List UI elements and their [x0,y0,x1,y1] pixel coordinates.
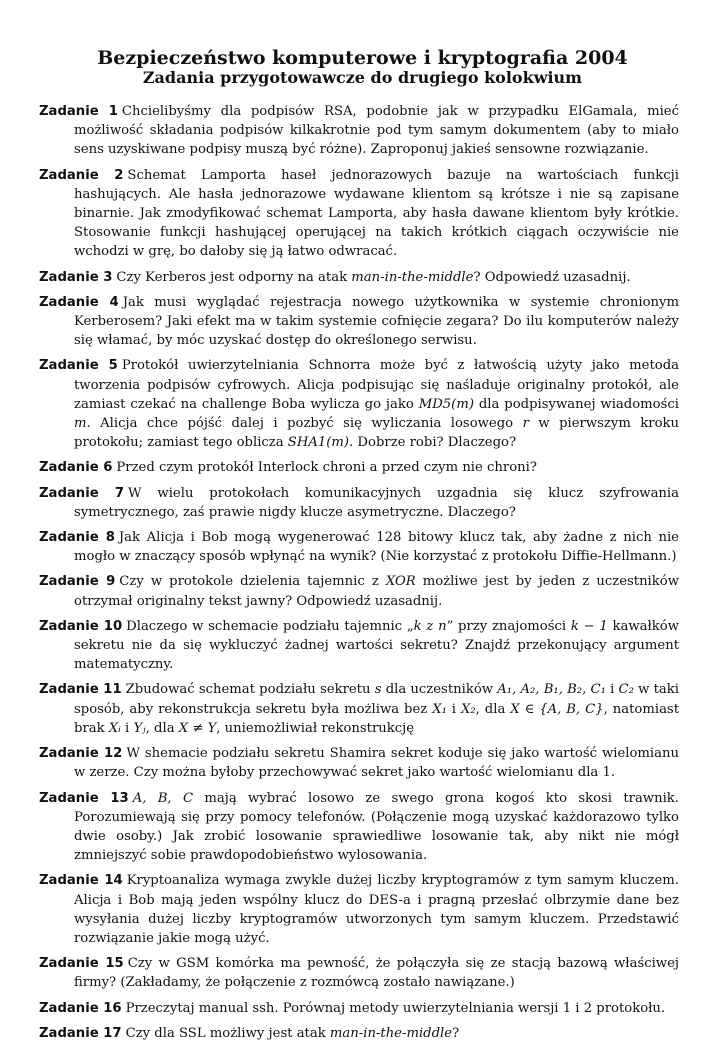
task-label: Zadanie 1 [39,104,118,119]
math-expression: Xᵢ [108,720,121,736]
task-text: Schemat Lamporta haseł jednorazowych bazuje na wartościach funkcji hashujących. Ale hasła jednorazowe wydawane klientom są krótsze i nie są zapisane binarnie. Jak zmodyfikować schemat Lamporta, aby hasła dawane klientom były krótkie. Stosowanie funkcji hashującej operującej na takich krótkich ciągach oczywiście nie wchodzi w grę, bo dałoby się ją łatwo odwracać. [74,167,679,260]
task-6 [39,458,679,477]
task-text: W shemacie podziału sekretu Shamira sekret koduje się jako wartość wielomianu w zerze. Czy można byłoby przechowywać sekret jako wartość wielomianu dla 1. [74,746,679,781]
math-expression: k z n [413,618,447,634]
math-expression: r [522,416,529,432]
math-expression: s [374,682,382,698]
task-text: mają wybrać losowo ze swego grona kogoś kto skosi trawnik. Porozumiewają się przy pomocy telefonów. (Połączenie mogą uzyskać każdorazowo tylko dwie osoby.) Jak zrobić losowanie sprawiedliwe losowanie tak, aby nikt nie mógł zmniejszyć sobie prawdopodobieństwo wylosowania. [74,790,679,864]
task-9 [39,572,679,610]
task-label: Zadanie 7 [39,485,125,501]
task-label: Zadanie 6 [39,460,113,476]
math-expression: m [74,416,87,432]
task-text: możliwe jest by jeden z uczestników otrzymał originalny tekst jawny? Odpowiedź uzasadnij. [74,574,679,609]
task-label: Zadanie 9 [39,574,116,590]
task-list [39,102,679,1049]
task-8 [39,528,679,566]
math-expression: k − 1 [570,618,608,634]
math-expression: MD5(m) [418,396,474,412]
task-13 [39,789,679,866]
task-text: ? Odpowiedź uzasadnij. [473,269,631,285]
task-text: , uniemożliwiał rekonstrukcję [216,720,415,736]
task-text: Kryptoanaliza wymaga zwykle dużej liczby kryptogramów z tym samym kluczem. Alicja i Bob mają jeden wspólny klucz do DES-a i pragną przesłać olbrzymie dane bez wysyłania dużej liczby kryptogramów utworzonych tym samym kluczem. Przedstawić rozwiązanie jakie mogą użyć. [74,873,679,946]
task-label: Zadanie 10 [39,618,123,634]
task-text: w taki sposób, aby rekonstrukcja sekretu była możliwa bez [74,682,679,717]
task-5 [39,356,679,452]
math-expression: XOR [385,574,416,590]
task-7 [39,484,679,522]
task-label: Zadanie 15 [39,956,124,972]
task-text: Czy dla SSL możliwy jest atak [125,1025,330,1041]
task-text: ” przy znajomości [446,618,571,634]
document-title: Bezpieczeństwo komputerowe i kryptografia 2004 [97,47,628,69]
task-17 [39,1024,679,1043]
task-text: Czy w GSM komórka ma pewność, że połączyła się ze stacją bazową właściwej firmy? (Zakładamy, że połączenie z rozmówcą zostało nawiązane.) [74,956,679,991]
math-expression: Yⱼ [133,720,146,736]
task-text: Przed czym protokół Interlock chroni a przed czym nie chroni? [116,460,537,476]
task-text: w pierwszym kroku protokołu; zamiast tego oblicza [74,416,679,451]
task-text: i [120,720,134,736]
task-label: Zadanie 3 [39,269,113,285]
task-text: Zbudować schemat podziału sekretu [125,682,375,698]
task-3 [39,268,679,287]
task-text: i [605,682,619,698]
task-text: , natomiast brak [74,701,679,736]
math-expression: C₂ [618,682,634,698]
task-label: Zadanie 14 [39,873,123,889]
math-expression: A, B, C [132,790,194,806]
task-text: , dla [145,720,179,736]
document-subtitle: Zadania przygotowawcze do drugiego kolokwium [142,68,583,87]
math-expression: X ∈ {A, B, C} [510,701,604,717]
task-label: Zadanie 17 [39,1025,122,1041]
task-label: Zadanie 11 [39,682,122,698]
task-text: Jak Alicja i Bob mogą wygenerować 128 bitowy klucz tak, aby żadne z nich nie mogło w znaczący sposób wpłynąć na wynik? (Nie korzystać z protokołu Diffie-Hellmann.) [74,530,679,565]
task-1 [39,102,679,160]
task-text: ? [452,1025,460,1041]
task-label: Zadanie 16 [39,1000,122,1016]
task-emphasis: man-in-the-middle [329,1025,453,1041]
task-text: Jak musi wyglądać rejestracja nowego użytkownika w systemie chronionym Kerberosem? Jaki efekt ma w takim systemie cofnięcie zegara? Do ilu komputerów należy się włamać, by móc uzyskać dostęp do określonego serwisu. [74,294,679,349]
task-11 [39,680,679,738]
task-text: . Dobrze robi? Dlaczego? [349,435,517,451]
task-12 [39,744,679,782]
task-label: Zadanie 2 [39,167,124,183]
math-expression: X₁ [432,701,447,717]
math-expression: A₁, A₂, B₁, B₂, C₁ [497,682,606,698]
task-label: Zadanie 8 [39,530,115,546]
math-expression: SHA1(m) [287,435,350,451]
task-text: Chcielibyśmy dla podpisów RSA, podobnie jak w przypadku ElGamala, mieć możliwość składania podpisów kilkakrotnie pod tym samym dokumentem (aby to miało sens uzyskiwane podpisy muszą być różne). Zaproponuj jakieś sensowne rozwiązanie. [74,104,679,158]
task-4 [39,293,679,351]
task-emphasis: man-in-the-middle [351,269,474,285]
task-label: Zadanie 5 [39,358,118,374]
task-text: Przeczytaj manual ssh. Porównaj metody uwierzytelniania wersji 1 i 2 protokołu. [125,1000,666,1016]
task-10 [39,617,679,675]
task-label: Zadanie 12 [39,746,123,762]
task-16 [39,999,679,1018]
task-text: Dlaczego w schemacie podziału tajemnic „ [126,618,414,634]
task-label: Zadanie 13 [39,790,129,806]
task-text: W wielu protokołach komunikacyjnych uzgadnia się klucz szyfrowania symetrycznego, zaś prawie nigdy klucze asymetryczne. Dlaczego? [74,485,679,520]
task-label: Zadanie 4 [39,294,119,310]
task-text: dla uczestników [381,682,498,698]
task-text: Protokół uwierzytelniania Schnorra może być z łatwością użyty jako metoda tworzenia podpisów cyfrowych. Alicja podpisując się naśladuje originalny protokół, ale zamiast czekać na challenge Boba wylicza go jako [74,358,680,412]
task-text: dla podpisywanej wiadomości [473,396,679,412]
task-text: kawałków sekretu nie da się wykluczyć żadnej wartości sekretu? Znajdź przekonujący argument matematyczny. [74,618,679,673]
task-2 [39,166,679,262]
task-15 [39,954,679,992]
math-expression: X₂ [460,701,476,717]
task-text: i [446,701,461,717]
math-expression: X ≠ Y [178,720,217,736]
task-14 [39,871,679,948]
task-text: , dla [475,701,511,717]
task-text: Czy w protokole dzielenia tajemnic z [119,574,386,590]
task-text: Czy Kerberos jest odporny na atak [116,269,352,285]
task-text: . Alicja chce pójść dalej i pozbyć się wyliczania losowego [86,416,523,432]
